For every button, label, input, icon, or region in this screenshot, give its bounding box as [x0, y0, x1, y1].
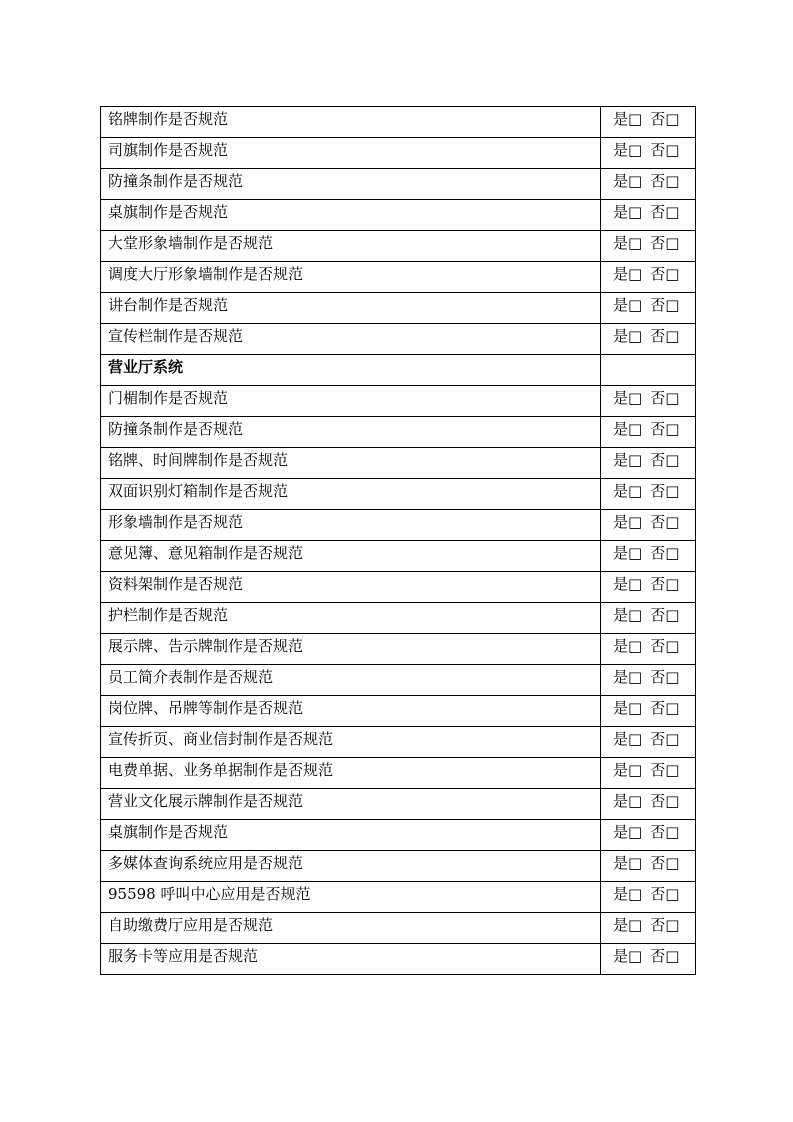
check-item-label: 司旗制作是否规范 — [101, 138, 601, 169]
yes-checkbox[interactable]: 是□ — [613, 637, 643, 655]
no-checkbox[interactable]: 否□ — [650, 575, 680, 593]
yes-no-options — [601, 603, 696, 634]
no-checkbox[interactable]: 否□ — [650, 513, 680, 531]
check-item-label: 防撞条制作是否规范 — [101, 417, 601, 448]
check-item-label: 形象墙制作是否规范 — [101, 510, 601, 541]
yes-no-options — [601, 386, 696, 417]
no-checkbox[interactable]: 否□ — [650, 792, 680, 810]
yes-checkbox[interactable]: 是□ — [613, 451, 643, 469]
check-item-label: 电费单据、业务单据制作是否规范 — [101, 758, 601, 789]
no-checkbox[interactable]: 否□ — [650, 234, 680, 252]
yes-checkbox[interactable]: 是□ — [613, 947, 643, 965]
no-checkbox[interactable]: 否□ — [650, 699, 680, 717]
check-item-label: 防撞条制作是否规范 — [101, 169, 601, 200]
no-checkbox[interactable]: 否□ — [650, 141, 680, 159]
yes-checkbox[interactable]: 是□ — [613, 916, 643, 934]
yes-no-options — [601, 758, 696, 789]
check-item-label: 员工简介表制作是否规范 — [101, 665, 601, 696]
no-checkbox[interactable]: 否□ — [650, 668, 680, 686]
yes-no-options — [601, 696, 696, 727]
yes-checkbox[interactable]: 是□ — [613, 420, 643, 438]
no-checkbox[interactable]: 否□ — [650, 916, 680, 934]
yes-no-options — [601, 727, 696, 758]
check-item-label: 营业文化展示牌制作是否规范 — [101, 789, 601, 820]
yes-checkbox[interactable]: 是□ — [613, 606, 643, 624]
yes-no-options — [601, 355, 696, 386]
no-checkbox[interactable]: 否□ — [650, 637, 680, 655]
yes-no-options — [601, 448, 696, 479]
checklist-row — [101, 231, 696, 262]
checklist-row — [101, 417, 696, 448]
checklist-row — [101, 479, 696, 510]
yes-no-options — [601, 944, 696, 975]
check-item-label: 意见簿、意见箱制作是否规范 — [101, 541, 601, 572]
check-item-label: 铭牌制作是否规范 — [101, 107, 601, 138]
check-item-label: 服务卡等应用是否规范 — [101, 944, 601, 975]
yes-checkbox[interactable]: 是□ — [613, 482, 643, 500]
yes-no-options — [601, 200, 696, 231]
section-header-row — [101, 355, 696, 386]
yes-checkbox[interactable]: 是□ — [613, 141, 643, 159]
yes-no-options — [601, 417, 696, 448]
no-checkbox[interactable]: 否□ — [650, 606, 680, 624]
yes-no-options — [601, 851, 696, 882]
yes-no-options — [601, 913, 696, 944]
yes-checkbox[interactable]: 是□ — [613, 203, 643, 221]
yes-checkbox[interactable]: 是□ — [613, 699, 643, 717]
no-checkbox[interactable]: 否□ — [650, 885, 680, 903]
check-item-label: 自助缴费厅应用是否规范 — [101, 913, 601, 944]
checklist-row — [101, 448, 696, 479]
yes-checkbox[interactable]: 是□ — [613, 389, 643, 407]
yes-no-options — [601, 479, 696, 510]
no-checkbox[interactable]: 否□ — [650, 947, 680, 965]
no-checkbox[interactable]: 否□ — [650, 172, 680, 190]
checklist-row — [101, 138, 696, 169]
yes-checkbox[interactable]: 是□ — [613, 544, 643, 562]
no-checkbox[interactable]: 否□ — [650, 451, 680, 469]
checklist-row — [101, 665, 696, 696]
checklist-table — [100, 106, 696, 975]
yes-checkbox[interactable]: 是□ — [613, 513, 643, 531]
check-item-label: 讲台制作是否规范 — [101, 293, 601, 324]
check-item-label: 门楣制作是否规范 — [101, 386, 601, 417]
yes-checkbox[interactable]: 是□ — [613, 668, 643, 686]
yes-no-options — [601, 169, 696, 200]
yes-no-options — [601, 634, 696, 665]
yes-checkbox[interactable]: 是□ — [613, 172, 643, 190]
yes-no-options — [601, 107, 696, 138]
no-checkbox[interactable]: 否□ — [650, 265, 680, 283]
yes-checkbox[interactable]: 是□ — [613, 265, 643, 283]
yes-no-options — [601, 231, 696, 262]
yes-checkbox[interactable]: 是□ — [613, 854, 643, 872]
check-item-label: 铭牌、时间牌制作是否规范 — [101, 448, 601, 479]
yes-no-options — [601, 572, 696, 603]
checklist-row — [101, 820, 696, 851]
yes-no-options — [601, 262, 696, 293]
check-item-label: 资料架制作是否规范 — [101, 572, 601, 603]
checklist-row — [101, 200, 696, 231]
yes-no-options — [601, 665, 696, 696]
yes-no-options — [601, 293, 696, 324]
yes-checkbox[interactable]: 是□ — [613, 575, 643, 593]
checklist-row — [101, 510, 696, 541]
checklist-row — [101, 572, 696, 603]
check-item-label: 桌旗制作是否规范 — [101, 820, 601, 851]
checklist-row — [101, 262, 696, 293]
no-checkbox[interactable]: 否□ — [650, 420, 680, 438]
checklist-row — [101, 386, 696, 417]
checklist-row — [101, 944, 696, 975]
yes-no-options — [601, 324, 696, 355]
checklist-row — [101, 169, 696, 200]
no-checkbox[interactable]: 否□ — [650, 389, 680, 407]
yes-no-options — [601, 820, 696, 851]
check-item-label: 岗位牌、吊牌等制作是否规范 — [101, 696, 601, 727]
yes-checkbox[interactable]: 是□ — [613, 761, 643, 779]
checklist-row — [101, 913, 696, 944]
checklist-row — [101, 758, 696, 789]
checklist-row — [101, 541, 696, 572]
no-checkbox[interactable]: 否□ — [650, 730, 680, 748]
checklist-body — [101, 107, 696, 975]
check-item-label: 双面识别灯箱制作是否规范 — [101, 479, 601, 510]
no-checkbox[interactable]: 否□ — [650, 854, 680, 872]
yes-checkbox[interactable]: 是□ — [613, 327, 643, 345]
no-checkbox[interactable]: 否□ — [650, 482, 680, 500]
checklist-row — [101, 107, 696, 138]
check-item-label: 95598 呼叫中心应用是否规范 — [101, 882, 601, 913]
checklist-row — [101, 882, 696, 913]
no-checkbox[interactable]: 否□ — [650, 110, 680, 128]
check-item-label: 调度大厅形象墙制作是否规范 — [101, 262, 601, 293]
no-checkbox[interactable]: 否□ — [650, 327, 680, 345]
yes-no-options — [601, 789, 696, 820]
yes-checkbox[interactable]: 是□ — [613, 885, 643, 903]
checklist-row — [101, 603, 696, 634]
checklist-row — [101, 727, 696, 758]
check-item-label: 宣传折页、商业信封制作是否规范 — [101, 727, 601, 758]
yes-checkbox[interactable]: 是□ — [613, 110, 643, 128]
yes-checkbox[interactable]: 是□ — [613, 296, 643, 314]
check-item-label: 多媒体查询系统应用是否规范 — [101, 851, 601, 882]
no-checkbox[interactable]: 否□ — [650, 296, 680, 314]
checklist-row — [101, 696, 696, 727]
yes-no-options — [601, 510, 696, 541]
check-item-label: 桌旗制作是否规范 — [101, 200, 601, 231]
yes-checkbox[interactable]: 是□ — [613, 792, 643, 810]
checklist-row — [101, 851, 696, 882]
check-item-label: 宣传栏制作是否规范 — [101, 324, 601, 355]
checklist-row — [101, 293, 696, 324]
checklist-row — [101, 789, 696, 820]
yes-no-options — [601, 882, 696, 913]
check-item-label: 护栏制作是否规范 — [101, 603, 601, 634]
yes-no-options — [601, 138, 696, 169]
no-checkbox[interactable]: 否□ — [650, 203, 680, 221]
section-title: 营业厅系统 — [101, 355, 601, 386]
yes-checkbox[interactable]: 是□ — [613, 730, 643, 748]
yes-checkbox[interactable]: 是□ — [613, 823, 643, 841]
check-item-label: 展示牌、告示牌制作是否规范 — [101, 634, 601, 665]
no-checkbox[interactable]: 否□ — [650, 823, 680, 841]
no-checkbox[interactable]: 否□ — [650, 544, 680, 562]
checklist-row — [101, 634, 696, 665]
check-item-label: 大堂形象墙制作是否规范 — [101, 231, 601, 262]
yes-checkbox[interactable]: 是□ — [613, 234, 643, 252]
checklist-row — [101, 324, 696, 355]
yes-no-options — [601, 541, 696, 572]
no-checkbox[interactable]: 否□ — [650, 761, 680, 779]
